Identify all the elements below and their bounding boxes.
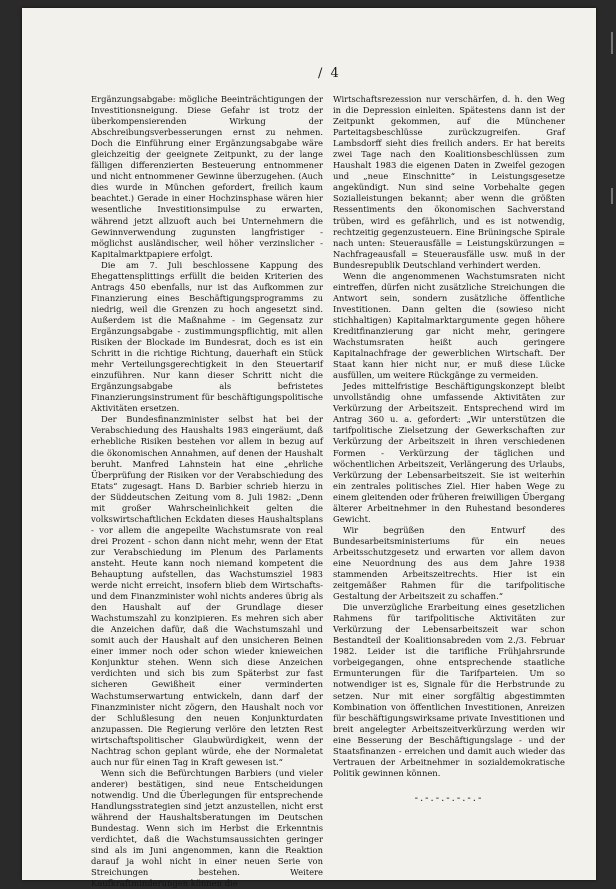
paragraph: Wirtschaftsrezession nur verschärfen, d. h. den Weg in die Depression einleiten. Spätestens dann ist der Zeitpunkt gekommen, auf die Münchener Parteitagsbeschlüsse zurückzugreifen. Graf Lambsdorff sieht dies freilich anders. Er hat bereits zwei Tage nach den Koalitionsbeschlüssen zum Haushalt 1983 die eigenen Daten in Zweifel gezogen und „neue Einschnitte“ in Leistungsgesetze angekündigt. Nun sind seine Vorbehalte gegen Sozialleistungen bekannt; aber wenn die größten Ressentiments den ökonomischen Sachverstand trüben, wird es gefährlich, und es ist notwendig, rechtzeitig gegenzusteuern. Eine Brüningsche Spirale nach unten: Steuerausfälle = Leistungskürzungen = Nachfrageausfall = Steuerausfälle usw. muß in der Bundesrepublik Deutschland verhindert werden.: [333, 94, 565, 270]
paragraph: Ergänzungsabgabe: mögliche Beeinträchtigungen der Investitionsneigung. Diese Gefahr ist trotz der überkompensierenden Wirkung der Abschreibungsverbesserungen ernst zu nehmen. Doch die Einführung einer Ergänzungsabgabe wäre gleichzeitig der geeignete Zeitpunkt, zu der lange fälligen differenzierten Besteuerung entnommener und nicht entnommener Gewinne überzugehen. (Auch dies wurde in München gefordert, freilich kaum beachtet.) Gerade in einer Hochzinsphase wären hier wesentliche Investitionsimpulse zu erwarten, während jetzt allzuoft auch bei Unternehmern die Gewinnverwendung zugunsten langfristiger - möglichst ausländischer, weil höher verzinslicher - Kapitalmarktpapiere erfolgt.: [91, 94, 323, 259]
paragraph: Jedes mittelfristige Beschäftigungskonzept bleibt unvollständig ohne umfassende Aktivitäten zur Verkürzung der Arbeitszeit. Entsprechend wird im Antrag 360 u. a. gefordert: „Wir unterstützen die tarifpolitische Zielsetzung der Gewerkschaften zur Verkürzung der Arbeitszeit in ihren verschiedenen Formen - Verkürzung der täglichen und wöchentlichen Arbeitszeit, Verlängerung des Urlaubs, Verkürzung der Lebensarbeitszeit. Sie ist weiterhin ein zentrales politisches Ziel. Hier haben Wege zu einem gleitenden oder früheren freiwilligen Übergang älterer Arbeitnehmer in den Ruhestand besonderes Gewicht.: [333, 381, 565, 524]
left-column: [91, 94, 323, 889]
paragraph: Wenn die angenommenen Wachstumsraten nicht eintreffen, dürfen nicht zusätzliche Streichungen die Antwort sein, sondern zusätzliche öffentliche Investitionen. Dann gelten die (sowieso nicht stichhaltigen) Kapitalmarktargumente gegen höhere Kreditfinanzierung gar nicht mehr, geringere Wachstumsraten heißt auch geringere Kapitalnachfrage der gewerblichen Wirtschaft. Der Staat kann hier nicht nur, er muß diese Lücke ausfüllen, um weitere Rückgänge zu vermeiden.: [333, 270, 565, 381]
page-number: / 4: [318, 66, 341, 81]
scan-edge-mark: [611, 32, 613, 54]
paragraph: Wenn sich die Befürchtungen Barbiers (und vieler anderer) bestätigen, sind neue Entscheidungen notwendig. Und die Überlegungen für entsprechende Handlungsstrategien sind jetzt anzustellen, nicht erst während der Haushaltsberatungen im Deutschen Bundestag. Wenn sich im Herbst die Erkenntnis verdichtet, daß die Wachstumsaussichten geringer sind als im Juni angenommen, kann die Reaktion darauf ja wohl nicht in einer neuen Serie von Streichungen bestehen. Weitere Kaufkraftminderungen können die: [91, 767, 323, 889]
paragraph: Die unverzügliche Erarbeitung eines gesetzlichen Rahmens für tarifpolitische Aktivitäten zur Verkürzung der Lebensarbeitszeit war schon Bestandteil der Koalitionsabreden vom 2./3. Februar 1982. Leider ist die tarifliche Frühjahrsrunde vorbeigegangen, ohne entsprechende staatliche Ermunterungen für die Tarifparteien. Um so notwendiger ist es, Signale für die Herbstrunde zu setzen. Nur mit einer sorgfältig abgestimmten Kombination von öffentlichen Investitionen, Anreizen für beschäftigungswirksame private Investitionen und breit angelegter Arbeitszeitverkürzung werden wir eine Besserung der Beschäftigungslage - und der Staatsfinanzen - erreichen und damit auch wieder das Vertrauen der Arbeitnehmer in sozialdemokratische Politik gewinnen können.: [333, 602, 565, 778]
scan-edge-mark: [611, 188, 613, 204]
right-column: [333, 94, 565, 804]
paragraph: Wir begrüßen den Entwurf des Bundesarbeitsministeriums für ein neues Arbeitsschutzgesetz und erwarten vor allem davon eine Neuordnung des aus dem Jahre 1938 stammenden Arbeitszeitrechts. Hier ist ein zeitgemäßer Rahmen für die tarifpolitische Gestaltung der Arbeitszeit zu schaffen.“: [333, 524, 565, 602]
paragraph: Die am 7. Juli beschlossene Kappung des Ehegattensplittings erfüllt die beiden Kriterien des Antrags 450 ebenfalls, nur ist das Aufkommen zur Finanzierung eines Beschäftigungsprogramms zu niedrig, weil die Grenzen zu hoch angesetzt sind. Außerdem ist die Maßnahme - im Gegensatz zur Ergänzungsabgabe - zustimmungspflichtig, mit allen Risiken der Blockade im Bundesrat, doch es ist ein Schritt in die richtige Richtung, dauerhaft ein Stück mehr Verteilungsgerechtigkeit in den Steuertarif einzuführen. Nur kann dieser Schritt nicht die Ergänzungsabgabe als befristetes Finanzierungsinstrument für beschäftigungspolitische Aktivitäten ersetzen.: [91, 259, 323, 414]
end-separator: -.-.-.-.-.-.-: [414, 792, 484, 804]
paragraph: Der Bundesfinanzminister selbst hat bei der Verabschiedung des Haushalts 1983 eingeräumt, daß erhebliche Risiken bestehen vor allem in bezug auf die ökonomischen Annahmen, auf denen der Haushalt beruht. Manfred Lahnstein hat eine „ehrliche Überprüfung der Risiken vor der Verabschiedung des Etats“ zugesagt. Hans D. Barbier schrieb hierzu in der Süddeutschen Zeitung vom 8. Juli 1982: „Denn mit großer Wahrscheinlichkeit gelten die volkswirtschaftlichen Eckdaten dieses Haushaltsplans - vor allem die angepeilte Wachstumsrate von real drei Prozent - schon dann nicht mehr, wenn der Etat zur Verabschiedung im Plenum des Parlaments ansteht. Heute kann noch niemand kompetent die Behauptung aufstellen, das Wachstumsziel 1983 werde nicht erreicht, insofern blieb dem Wirtschafts- und dem Finanzminister wohl nichts anderes übrig als den Haushalt auf der Grundlage dieser Wachstumszahl zu konzipieren. Es mehren sich aber die Anzeichen dafür, daß die Wachstumszahl und somit auch der Haushalt auf den unsicheren Beinen einer immer noch oder schon wieder knieweichen Konjunktur stehen. Wenn sich diese Anzeichen verdichten und sich bis zum Späterbst zur fast sicheren Gewißheit einer verminderten Wachstumserwartung entwickeln, dann darf der Finanzminister nicht zögern, den Haushalt noch vor der Schlußlesung den neuen Konjunkturdaten anzupassen. Die Regierung verlöre den letzten Rest wirtschaftspolitischer Glaubwürdigkeit, wenn der Nachtrag schon geplant würde, ehe der Normaletat auch nur für einen Tag in Kraft gewesen ist.“: [91, 414, 323, 767]
document-page: [22, 8, 596, 889]
